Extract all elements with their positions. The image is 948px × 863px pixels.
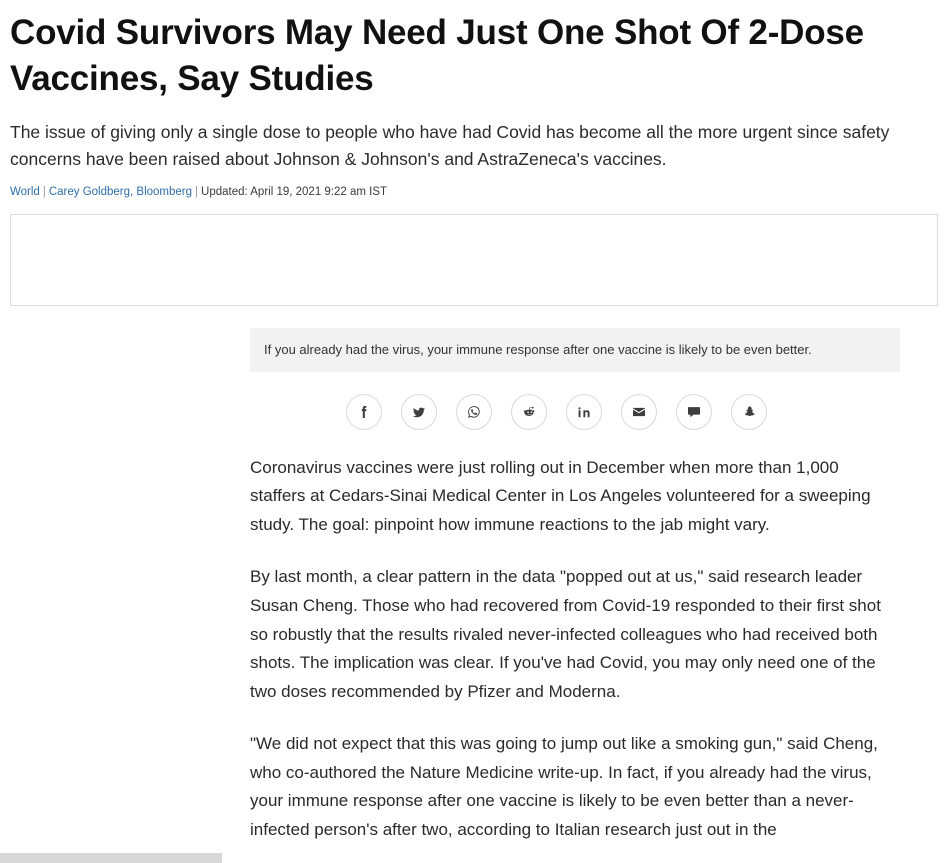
article-body bbox=[250, 454, 895, 845]
byline bbox=[0, 172, 948, 200]
page-title: Covid Survivors May Need Just One Shot Of 2-Dose Vaccines, Say Studies bbox=[10, 13, 864, 98]
comment-icon[interactable] bbox=[676, 394, 712, 430]
article-content-column bbox=[250, 328, 900, 844]
share-bar bbox=[346, 394, 900, 430]
email-share-icon[interactable] bbox=[621, 394, 657, 430]
byline-author-link[interactable]: Carey Goldberg, Bloomberg bbox=[48, 186, 193, 199]
article-paragraph: "We did not expect that this was going to jump out like a smoking gun," said Cheng, who co-authored the Nature Medicine write-up. In fact, if you already had the virus, your immune response after one vaccine is likely to be even better than a never-infected person's after two, according to Italian research just out in the bbox=[250, 734, 878, 839]
image-caption: If you already had the virus, your immune response after one vaccine is likely to be even better. bbox=[250, 328, 900, 372]
byline-separator-1: | bbox=[42, 186, 46, 199]
article-paragraph: By last month, a clear pattern in the data "popped out at us," said research leader Susan Cheng. Those who had recovered from Covid-19 responded to their first shot so robustly that the results rivaled never-infected colleagues who had received both shots. The implication was clear. If you've had Covid, you may only need one of the two doses recommended by Pfizer and Moderna. bbox=[250, 567, 881, 701]
whatsapp-share-icon[interactable] bbox=[456, 394, 492, 430]
linkedin-share-icon[interactable] bbox=[566, 394, 602, 430]
article-standfirst: The issue of giving only a single dose to people who have had Covid has become all the more urgent since safety concerns have been raised about Johnson & Johnson's and AstraZeneca's vaccines. bbox=[10, 122, 890, 169]
facebook-share-icon[interactable] bbox=[346, 394, 382, 430]
snapchat-share-icon[interactable] bbox=[731, 394, 767, 430]
twitter-share-icon[interactable] bbox=[401, 394, 437, 430]
article-paragraph: Coronavirus vaccines were just rolling out in December when more than 1,000 staffers at Cedars-Sinai Medical Center in Los Angeles volunteered for a sweeping study. The goal: pinpoint how immune reactions to the jab might vary. bbox=[250, 457, 871, 534]
media-placeholder bbox=[10, 214, 938, 306]
byline-updated: Updated: April 19, 2021 9:22 am IST bbox=[201, 186, 388, 199]
byline-separator-2: | bbox=[195, 186, 199, 199]
reddit-share-icon[interactable] bbox=[511, 394, 547, 430]
byline-section-link[interactable]: World bbox=[10, 186, 40, 199]
horizontal-scrollbar[interactable] bbox=[0, 853, 222, 863]
